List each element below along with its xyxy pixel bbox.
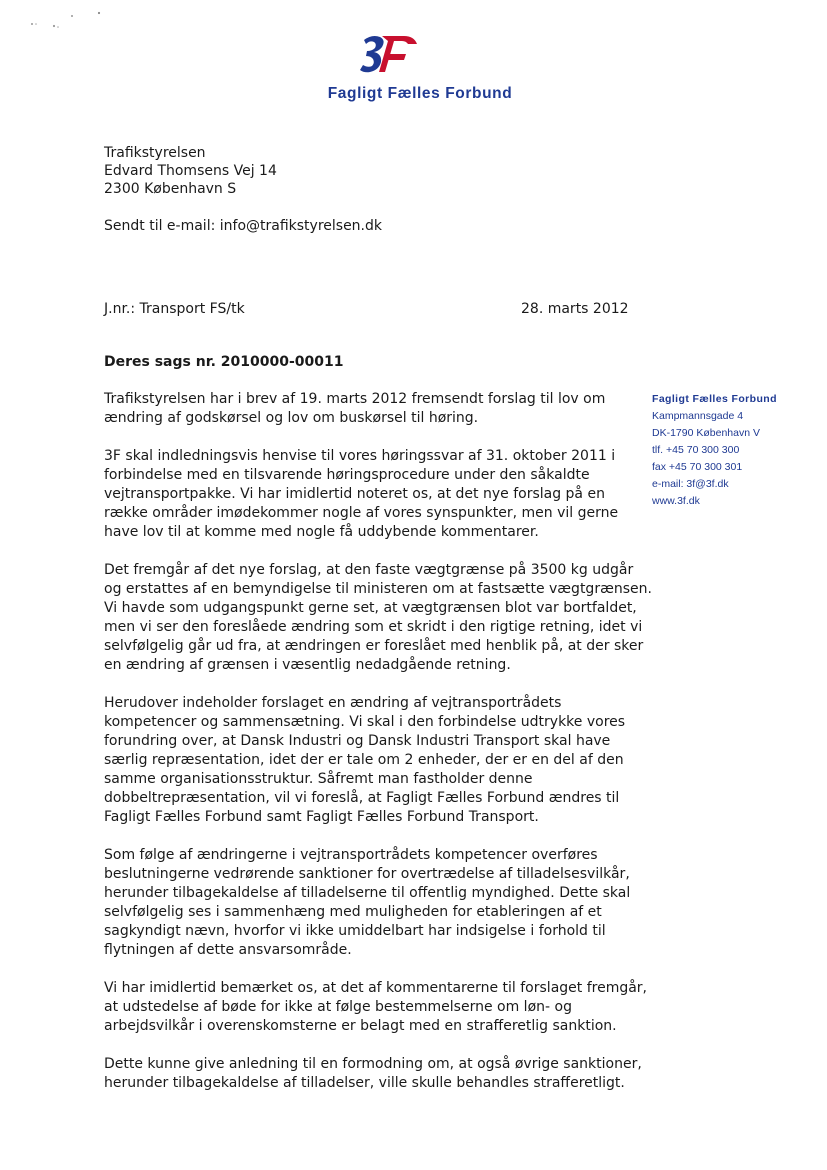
- text-line: herunder tilbagekaldelse af tilladelserne til offentlig myndighed. Dette skal: [104, 885, 631, 901]
- letter-subject: Deres sags nr. 2010000-00011: [104, 354, 344, 370]
- sidebar-phone: tlf. +45 70 300 300: [652, 444, 740, 456]
- text-line: Fagligt Fælles Forbund samt Fagligt Fælles Forbund Transport.: [104, 809, 539, 825]
- recipient-line: 2300 København S: [104, 181, 237, 197]
- text-line: arbejdsvilkår i overenskomsterne er belagt med en strafferetlig sanktion.: [104, 1018, 617, 1034]
- text-line: række områder imødekommer nogle af vores synspunkter, men vil gerne: [104, 505, 619, 521]
- text-line: Som følge af ændringerne i vejtransportrådets kompetencer overføres: [104, 847, 598, 863]
- text-line: Herudover indeholder forslaget en ændring af vejtransportrådets: [104, 695, 562, 711]
- text-line: 3F skal indledningsvis henvise til vores høringssvar af 31. oktober 2011 i: [104, 448, 616, 464]
- text-line: Det fremgår af det nye forslag, at den faste vægtgrænse på 3500 kg udgår: [104, 562, 634, 578]
- 3f-logo-mark: [360, 30, 424, 78]
- journal-number: J.nr.: Transport FS/tk: [104, 301, 245, 317]
- recipient-line: Trafikstyrelsen: [104, 145, 206, 161]
- paragraph: [104, 447, 624, 542]
- text-line: samme organisationsstruktur. Såfremt man fastholder denne: [104, 771, 533, 787]
- recipient-address: [104, 144, 277, 198]
- paragraph: [104, 1055, 642, 1093]
- letter-date: 28. marts 2012: [521, 301, 629, 317]
- text-line: sagkyndigt nævn, hvorfor vi ikke umiddelbart har indsigelse i forhold til: [104, 923, 606, 939]
- text-line: Dette kunne give anledning til en formodning om, at også øvrige sanktioner,: [104, 1056, 642, 1072]
- sender-sidebar: [652, 391, 817, 510]
- sidebar-street: Kampmannsgade 4: [652, 410, 744, 422]
- letter-body: [104, 390, 652, 1112]
- text-line: særlig repræsentation, idet der er tale om 2 enheder, der er en del af den: [104, 752, 624, 768]
- text-line: selvfølgelig ses i sammenhæng med muligheden for etableringen af et: [104, 904, 602, 920]
- paragraph: [104, 846, 631, 960]
- sidebar-fax: fax +45 70 300 301: [652, 461, 743, 473]
- text-line: herunder tilbagekaldelse af tilladelser, ville skulle behandles strafferetligt.: [104, 1075, 625, 1091]
- text-line: men vi ser den foreslåede ændring som et skridt i den rigtige retning, idet vi: [104, 619, 643, 635]
- sidebar-org-name: Fagligt Fælles Forbund: [652, 393, 777, 405]
- text-line: ændring af godskørsel og lov om buskørsel til høring.: [104, 410, 479, 426]
- recipient-line: Edvard Thomsens Vej 14: [104, 163, 277, 179]
- text-line: have lov til at komme med nogle få uddybende kommentarer.: [104, 524, 539, 540]
- text-line: vejtransportpakke. Vi har imidlertid noteret os, at det nye forslag på en: [104, 486, 605, 502]
- sidebar-website: www.3f.dk: [652, 495, 700, 507]
- paragraph: [104, 390, 624, 428]
- text-line: dobbeltrepræsentation, vil vi foreslå, at Fagligt Fælles Forbund ændres til: [104, 790, 620, 806]
- text-line: Vi havde som udgangspunkt gerne set, at vægtgrænsen blot var bortfaldet,: [104, 600, 637, 616]
- text-line: selvfølgelig går ud fra, at ændringen er foreslået med henblik på, at der sker: [104, 638, 644, 654]
- paragraph: [104, 694, 624, 827]
- text-line: beslutningerne vedrørende sanktioner for overtrædelse af tilladelsesvilkår,: [104, 866, 630, 882]
- text-line: Trafikstyrelsen har i brev af 19. marts 2012 fremsendt forslag til lov om: [104, 391, 606, 407]
- text-line: forbindelse med en tilsvarende høringsprocedure under den såkaldte: [104, 467, 590, 483]
- sidebar-city: DK-1790 København V: [652, 427, 760, 439]
- text-line: flytningen af dette ansvarsområde.: [104, 942, 352, 958]
- text-line: og erstattes af en bemyndigelse til ministeren om at fastsætte vægtgrænsen.: [104, 581, 652, 597]
- logo: [312, 30, 528, 106]
- text-line: at udstedelse af bøde for ikke at følge bestemmelserne om løn- og: [104, 999, 572, 1015]
- text-line: forundring over, at Dansk Industri og Dansk Industri Transport skal have: [104, 733, 611, 749]
- sent-to-email: Sendt til e-mail: info@trafikstyrelsen.dk: [104, 218, 382, 234]
- logo-wordmark: Fagligt Fælles Forbund: [327, 85, 513, 102]
- paragraph: [104, 561, 652, 675]
- paragraph: [104, 979, 648, 1036]
- text-line: kompetencer og sammensætning. Vi skal i den forbindelse udtrykke vores: [104, 714, 626, 730]
- text-line: en ændring af grænsen i væsentlig nedadgående retning.: [104, 657, 511, 673]
- sidebar-email: e-mail: 3f@3f.dk: [652, 478, 729, 490]
- scan-specks: [24, 10, 114, 34]
- text-line: Vi har imidlertid bemærket os, at det af kommentarerne til forslaget fremgår,: [104, 980, 648, 996]
